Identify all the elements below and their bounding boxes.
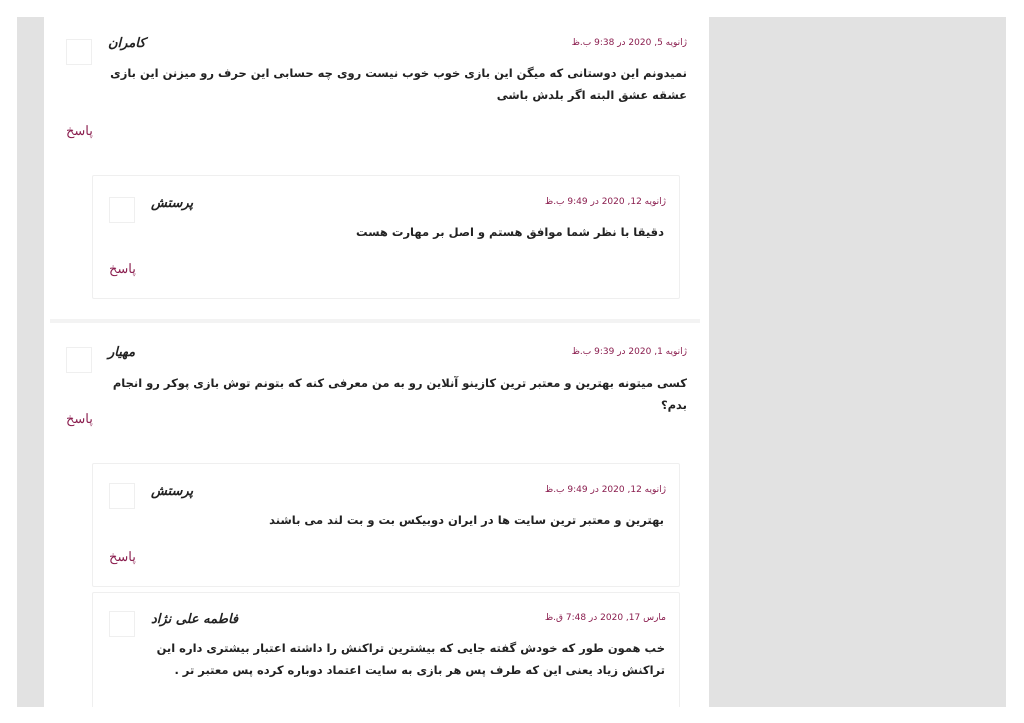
comment-text: نمیدونم این دوستانی که میگن این بازی خوب خوب نیست روی چه حسابی این حرف رو میزنن این بازی عشقه عشق البته اگر بلدش باشی — [110, 66, 687, 102]
comment-text: خب همون طور که خودش گفته جایی که بیشترین تراکنش را داشته اعتبار بیشتری داره این تراکنش زیاد یعنی این که طرف پس هر بازی به سایت اعتماد دوباره کرده پس معتبر تر . — [156, 641, 665, 677]
comments-section — [44, 17, 709, 707]
comment-author: مهیار — [108, 345, 136, 360]
avatar — [109, 197, 135, 223]
comment-author: فاطمه علی نژاد — [151, 612, 239, 627]
comment-author: پرستش — [151, 484, 194, 499]
comment-author: پرستش — [151, 196, 194, 211]
comment-author: کامران — [108, 36, 146, 51]
reply-link[interactable]: پاسخ — [66, 124, 93, 139]
comment-date[interactable]: ژانویه 12, 2020 در 9:49 ب.ظ — [544, 485, 666, 495]
reply-link[interactable]: پاسخ — [66, 412, 93, 427]
comment-date[interactable]: مارس 17, 2020 در 7:48 ق.ظ — [544, 613, 666, 623]
comment-text: کسی میتونه بهترین و معتبر ترین کازینو آنلاین رو به من معرفی کنه که بتونم توش بازی پوکر رو انجام بدم؟ — [112, 376, 687, 412]
comment-text: بهترین و معتبر ترین سایت ها در ایران دوبیکس بت و بت لند می باشند — [269, 513, 664, 527]
reply-link[interactable]: پاسخ — [109, 262, 136, 277]
avatar — [66, 347, 92, 373]
comment-date[interactable]: ژانویه 1, 2020 در 9:39 ب.ظ — [571, 347, 687, 357]
reply-link[interactable]: پاسخ — [109, 550, 136, 565]
avatar — [109, 611, 135, 637]
comment-separator — [50, 319, 700, 323]
comment-date[interactable]: ژانویه 5, 2020 در 9:38 ب.ظ — [571, 38, 687, 48]
comment-text: دقیقا با نظر شما موافق هستم و اصل بر مهارت هست — [356, 225, 664, 239]
comment-date[interactable]: ژانویه 12, 2020 در 9:49 ب.ظ — [544, 197, 666, 207]
sidebar-column — [709, 17, 1006, 707]
avatar — [109, 483, 135, 509]
